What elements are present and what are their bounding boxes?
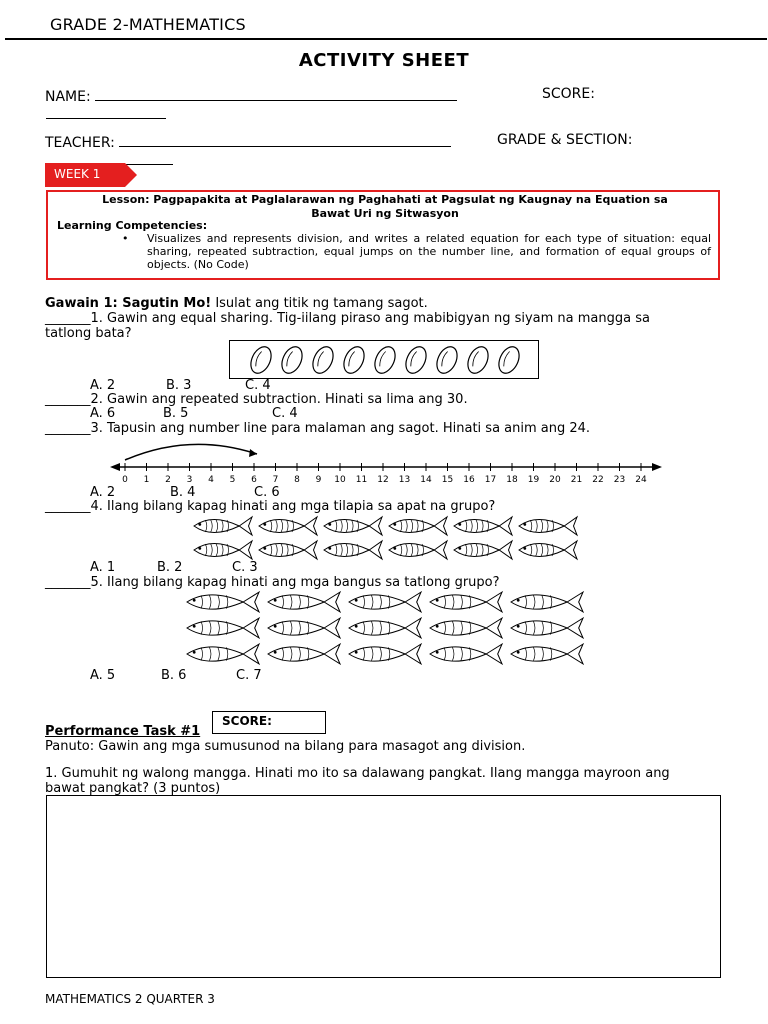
choice-b[interactable]: B. 5: [163, 406, 189, 421]
number-line-label: 19: [527, 475, 540, 485]
mango-icon: [247, 344, 275, 377]
number-line-label: 10: [334, 475, 346, 485]
answer-drawing-box[interactable]: [46, 795, 721, 978]
choice-c[interactable]: C. 3: [232, 560, 258, 575]
grade-section-label: GRADE & SECTION:: [497, 132, 633, 148]
bangus-fish-icon: [511, 592, 583, 612]
bangus-fish-icon: [268, 618, 340, 638]
bangus-group: [185, 589, 590, 669]
question-3: _______3. Tapusin ang number line para malaman ang sagot. Hinati sa anim ang 24.: [45, 421, 591, 436]
tilapia-fish-icon: [194, 541, 252, 559]
bangus-fish-icon: [349, 618, 421, 638]
bangus-fish-icon: [268, 592, 340, 612]
bangus-fish-icon: [430, 592, 502, 612]
tilapia-fish-icon: [454, 541, 512, 559]
subject-header: GRADE 2-MATHEMATICS: [50, 15, 246, 34]
tilapia-fish-icon: [454, 517, 512, 535]
lesson-title: [55, 193, 715, 221]
bangus-fish-icon: [511, 618, 583, 638]
bangus-fish-icon: [349, 644, 421, 664]
tilapia-fish-icon: [324, 541, 382, 559]
number-line-label: 6: [251, 475, 257, 485]
mango-icon: [371, 344, 399, 377]
number-line-label: 21: [570, 475, 583, 485]
tilapia-fish-icon: [194, 517, 252, 535]
mango-box: [229, 340, 539, 380]
mango-icon: [495, 344, 523, 377]
number-line-label: 13: [398, 475, 411, 485]
mango-icon: [278, 344, 306, 377]
number-line-label: 24: [635, 475, 647, 485]
number-line-label: 12: [377, 475, 389, 485]
jump-arc: [125, 444, 257, 460]
number-line-label: 15: [441, 475, 454, 485]
performance-task-title: Performance Task #1: [45, 724, 201, 739]
number-line-label: 23: [613, 475, 626, 485]
question-1-choices: [90, 378, 271, 393]
tilapia-fish-icon: [259, 517, 317, 535]
number-line-label: 3: [186, 475, 193, 485]
question-4: _______4. Ilang bilang kapag hinati ang mga tilapia sa apat na grupo?: [45, 499, 496, 514]
tilapia-fish-icon: [324, 517, 382, 535]
competency-text: Visualizes and represents division, and writes a related equation for each type of situation: equal sharing, repeated subtraction, equal jumps on the number line, and formation of equal groups of objects. (No Code): [147, 232, 711, 271]
tilapia-fish-icon: [259, 541, 317, 559]
bullet-icon: •: [122, 232, 129, 245]
choice-c[interactable]: C. 4: [272, 406, 298, 421]
question-1: [45, 311, 721, 341]
number-line-label: 11: [355, 475, 368, 485]
choice-b[interactable]: B. 2: [157, 560, 183, 575]
number-line-label: 22: [592, 475, 604, 485]
item-1-line1: 1. Gumuhit ng walong mangga. Hinati mo ito sa dalawang pangkat. Ilang mangga mayroon ang: [45, 766, 670, 781]
tilapia-fish-icon: [389, 517, 447, 535]
teacher-field: [45, 132, 451, 151]
gawain-heading: [45, 296, 428, 311]
score-field-label: SCORE:: [542, 86, 595, 102]
left-arrow-icon: [110, 463, 120, 471]
mango-icon: [340, 344, 368, 377]
mango-icon: [464, 344, 492, 377]
tilapia-fish-icon: [389, 541, 447, 559]
gawain-instruction: Isulat ang titik ng tamang sagot.: [211, 296, 428, 311]
number-line-label: 0: [122, 475, 128, 485]
bangus-fish-icon: [430, 644, 502, 664]
performance-item-1: [45, 766, 721, 796]
question-5: _______5. Ilang bilang kapag hinati ang mga bangus sa tatlong grupo?: [45, 575, 500, 590]
question-1-line1: _______1. Gawin ang equal sharing. Tig-iilang piraso ang mabibigyan ng siyam na mangga sa: [45, 311, 650, 326]
question-2: _______2. Gawin ang repeated subtraction. Hinati sa lima ang 30.: [45, 392, 468, 407]
choice-c[interactable]: C. 7: [236, 668, 262, 683]
bangus-fish-icon: [268, 644, 340, 664]
number-line-label: 20: [549, 475, 561, 485]
number-line-label: 16: [463, 475, 475, 485]
name-blank[interactable]: [95, 86, 457, 101]
bangus-fish-icon: [187, 644, 259, 664]
right-arrow-icon: [652, 463, 662, 471]
number-line-label: 18: [506, 475, 518, 485]
teacher-label: TEACHER:: [45, 135, 115, 151]
number-line: [110, 438, 665, 488]
choice-a[interactable]: A. 5: [90, 668, 116, 683]
bangus-fish-icon: [187, 592, 259, 612]
competencies-label: Learning Competencies:: [57, 219, 208, 232]
tilapia-fish-icon: [519, 517, 577, 535]
question-3-choices: [90, 485, 280, 500]
footer: MATHEMATICS 2 QUARTER 3: [45, 992, 215, 1006]
bangus-fish-icon: [187, 618, 259, 638]
number-line-label: 7: [272, 475, 279, 485]
bangus-fish-icon: [511, 644, 583, 664]
teacher-blank[interactable]: [119, 132, 451, 147]
number-line-label: 17: [484, 475, 497, 485]
week-tag-label: WEEK 1: [54, 167, 101, 181]
performance-instruction: Panuto: Gawin ang mga sumusunod na bilang para masagot ang division.: [45, 739, 526, 754]
number-line-label: 9: [315, 475, 322, 485]
choice-c[interactable]: C. 4: [245, 378, 271, 393]
tilapia-fish-icon: [519, 541, 577, 559]
name-field: [45, 86, 457, 105]
number-line-label: 8: [294, 475, 300, 485]
score-box-label: SCORE:: [222, 714, 272, 728]
question-2-choices: [90, 406, 298, 421]
lesson-title-line1: Lesson: Pagpapakita at Paglalarawan ng Paghahati at Pagsulat ng Kaugnay na Equation sa: [102, 193, 668, 206]
choice-a[interactable]: A. 2: [90, 485, 116, 500]
choice-b[interactable]: B. 3: [166, 378, 192, 393]
number-line-label: 5: [229, 475, 236, 485]
question-1-line2: tatlong bata?: [45, 326, 132, 341]
question-5-choices: [90, 668, 262, 683]
number-line-label: 4: [208, 475, 214, 485]
item-1-line2: bawat pangkat? (3 puntos): [45, 781, 221, 796]
choice-a[interactable]: A. 1: [90, 560, 116, 575]
choice-c[interactable]: C. 6: [254, 485, 280, 500]
number-line-label: 14: [420, 475, 432, 485]
choice-a[interactable]: A. 2: [90, 378, 116, 393]
question-4-choices: [90, 560, 258, 575]
gawain-title: Gawain 1: Sagutin Mo!: [45, 296, 212, 311]
choice-a[interactable]: A. 6: [90, 406, 116, 421]
bangus-fish-icon: [349, 592, 421, 612]
choice-b[interactable]: B. 6: [161, 668, 187, 683]
number-line-label: 2: [165, 475, 171, 485]
choice-b[interactable]: B. 4: [170, 485, 196, 500]
mango-icon: [433, 344, 461, 377]
header-rule: [5, 38, 767, 40]
tilapia-group: [188, 514, 588, 564]
mango-icon: [402, 344, 430, 377]
bangus-fish-icon: [430, 618, 502, 638]
page-title: ACTIVITY SHEET: [298, 50, 470, 71]
score-blank[interactable]: [46, 104, 166, 119]
lesson-title-line2: Bawat Uri ng Sitwasyon: [311, 207, 459, 220]
name-label: NAME:: [45, 89, 91, 105]
number-line-label: 1: [143, 475, 150, 485]
mango-icon: [309, 344, 337, 377]
